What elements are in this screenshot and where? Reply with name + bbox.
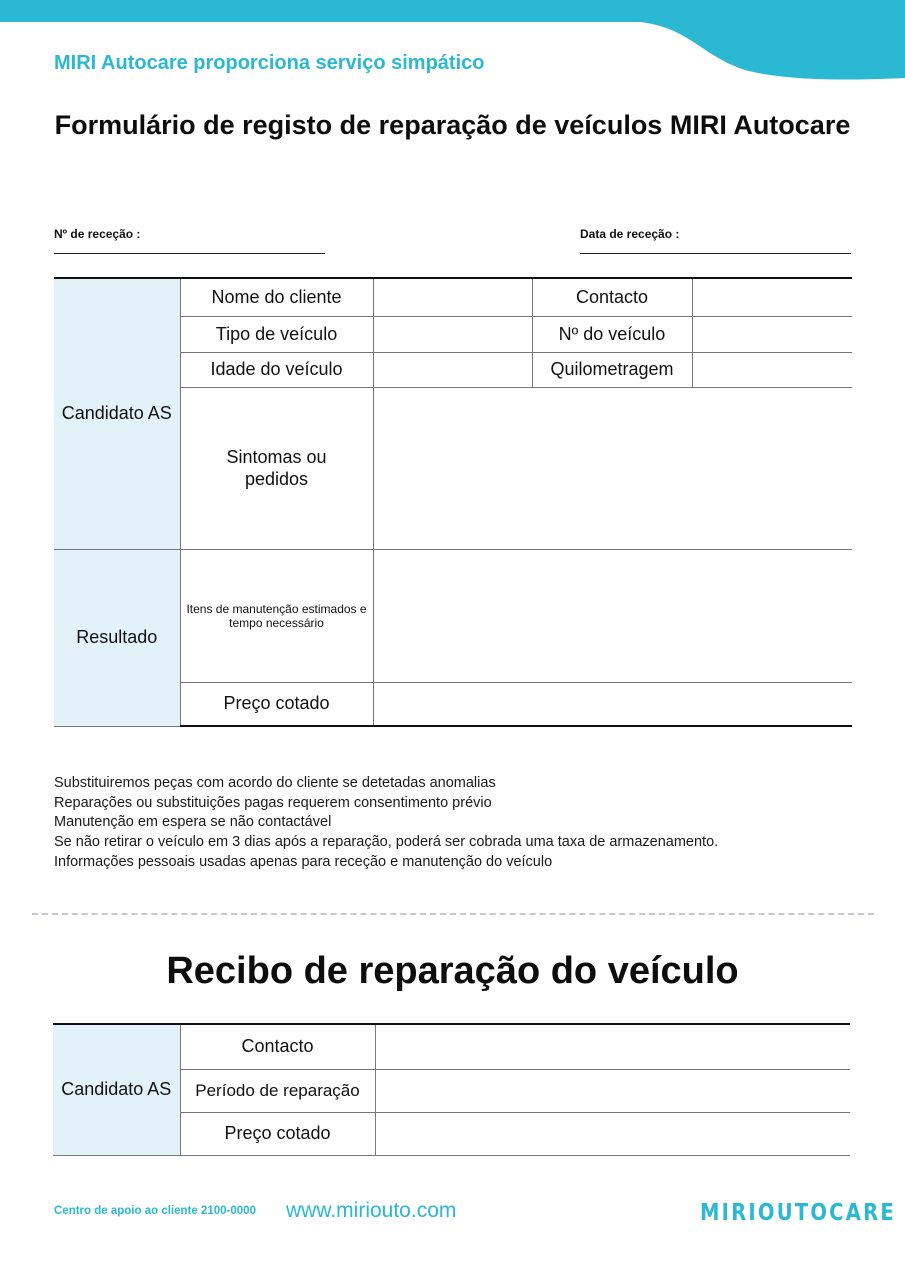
terms-notes — [54, 774, 718, 873]
footer-support-line: Centro de apoio ao cliente 2100-0000 — [54, 1205, 256, 1217]
note-line: Se não retirar o veículo em 3 dias após a reparação, poderá ser cobrada uma taxa de armazenamento. — [54, 834, 719, 851]
reception-date-label: Data de receção : — [580, 227, 680, 241]
tagline: MIRI Autocare proporciona serviço simpático — [54, 52, 485, 74]
section-applicant: Candidato AS — [54, 278, 180, 549]
footer-website-link[interactable]: www.miriouto.com — [286, 1199, 457, 1222]
contact-field[interactable] — [692, 278, 852, 316]
vehicle-age-field[interactable] — [373, 352, 532, 387]
reception-date-field[interactable] — [580, 253, 851, 254]
reception-number-field[interactable] — [54, 253, 325, 254]
customer-name-label: Nome do cliente — [180, 278, 373, 316]
note-line: Reparações ou substituições pagas requerem consentimento prévio — [54, 794, 492, 811]
footer-brand-logo: MIRIOUTOCARE — [700, 1200, 896, 1226]
mileage-label: Quilometragem — [532, 352, 692, 387]
receipt-repair-period-label: Período de reparação — [180, 1069, 375, 1112]
symptoms-label-text: Sintomas ou pedidos — [226, 447, 327, 489]
reception-number-label: Nº de receção : — [54, 227, 141, 241]
vehicle-age-label: Idade do veículo — [180, 352, 373, 387]
estimated-items-field[interactable] — [373, 549, 852, 682]
section-result: Resultado — [54, 549, 180, 726]
note-line: Manutenção em espera se não contactável — [54, 814, 332, 831]
receipt-section-applicant: Candidato AS — [53, 1024, 180, 1155]
repair-form-table — [54, 277, 852, 727]
vehicle-type-label: Tipo de veículo — [180, 316, 373, 352]
vehicle-type-field[interactable] — [373, 316, 532, 352]
note-line: Substituiremos peças com acordo do cliente se detetadas anomalias — [54, 775, 496, 791]
quoted-price-label: Preço cotado — [180, 682, 373, 726]
estimated-items-label-text: Itens de manutenção estimados e tempo necessário — [186, 601, 367, 630]
receipt-contact-label: Contacto — [180, 1024, 375, 1069]
cut-line-divider — [32, 913, 874, 915]
note-line: Informações pessoais usadas apenas para receção e manutenção do veículo — [54, 853, 553, 870]
receipt-repair-period-field[interactable] — [375, 1069, 850, 1112]
page-title: Formulário de registo de reparação de veículos MIRI Autocare — [54, 110, 851, 140]
symptoms-field[interactable] — [373, 387, 852, 549]
receipt-quoted-price-label: Preço cotado — [180, 1112, 375, 1155]
header-wave-banner — [0, 0, 905, 90]
contact-label: Contacto — [532, 278, 692, 316]
quoted-price-field[interactable] — [373, 682, 852, 726]
vehicle-number-field[interactable] — [692, 316, 852, 352]
receipt-table — [53, 1023, 850, 1156]
receipt-title: Recibo de reparação do veículo — [166, 950, 739, 992]
estimated-items-label — [180, 549, 373, 682]
mileage-field[interactable] — [692, 352, 852, 387]
symptoms-label — [180, 387, 373, 549]
receipt-quoted-price-field[interactable] — [375, 1112, 850, 1155]
customer-name-field[interactable] — [373, 278, 532, 316]
vehicle-number-label: Nº do veículo — [532, 316, 692, 352]
receipt-contact-field[interactable] — [375, 1024, 850, 1069]
